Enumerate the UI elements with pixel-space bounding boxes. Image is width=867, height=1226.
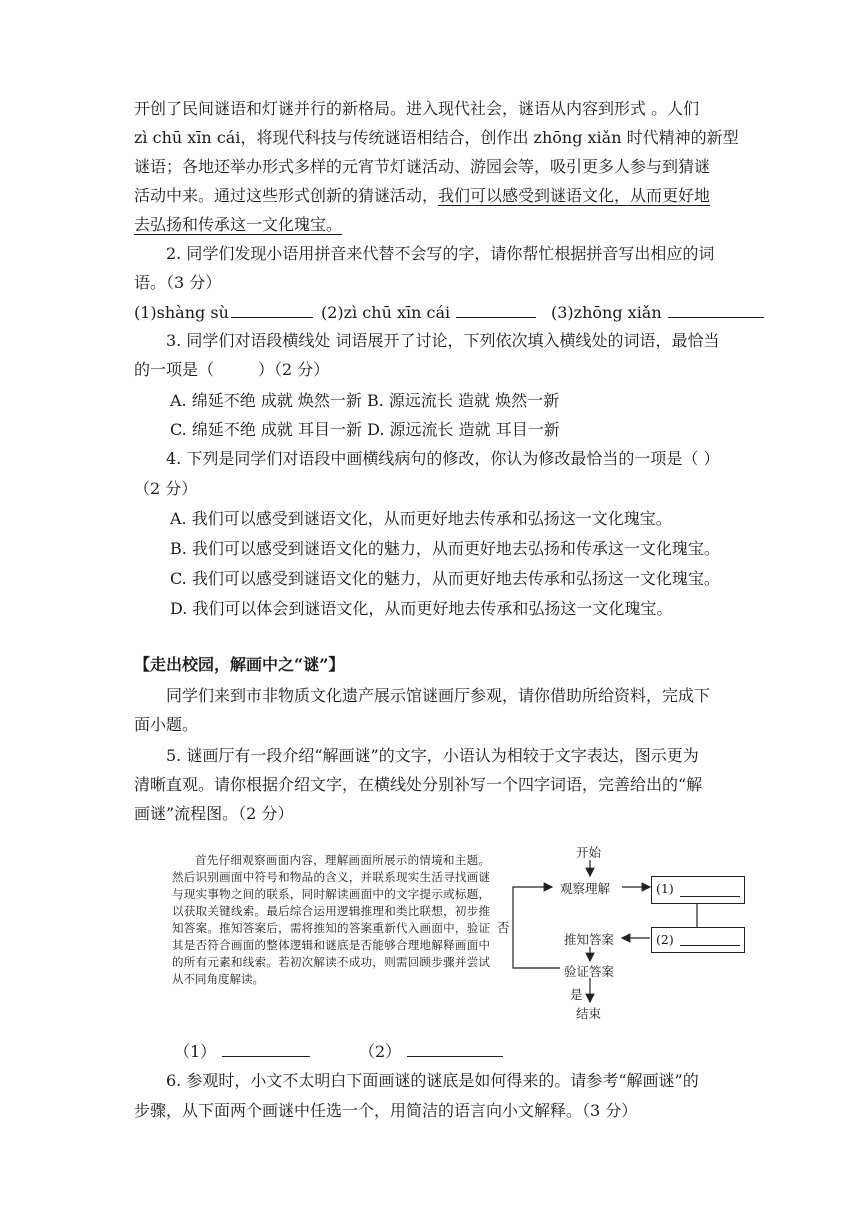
q3-option-line-1: A. 绵延不绝 成就 焕然一新 B. 源远流长 造就 焕然一新 — [170, 391, 560, 410]
underlined-sentence-part-2: 去弘扬和传承这一文化瑰宝。 — [134, 215, 343, 234]
q4-option-b: B. 我们可以感受到谜语文化的魅力，从而更好地去弘扬和传承这一文化瑰宝。 — [170, 539, 720, 558]
q3-stem-line-2-b: ）（2 分） — [258, 360, 330, 379]
q4-stem-line-1: 4. 下列是同学们对语段中画横线病句的修改，你认为修改最恰当的一项是（ ） — [166, 449, 720, 468]
intro-text: 首先仔细观察画面内容，理解画面所展示的情境和主题。然后识别画面中符号和物品的含义，并联系现实生活寻找画谜与现实事物之间的联系，同时解读画面中的文字提示或标题，以获取关键线索。最后综合运用逻辑推理和类比联想，初步推知答案。推知答案后，需将推知的答案重新代入画面中，验证其是否符合画面的整体逻辑和谜底是否能够合理地解释画面中的所有元素和线索。若初次解读不成功，则需回顾步骤并尝试从不同角度解读。 — [172, 853, 490, 986]
answer-line — [680, 896, 740, 897]
q2-stem-line-1: 2. 同学们发现小语用拼音来代替不会写的字，请你帮忙根据拼音写出相应的词 — [166, 244, 715, 263]
q4-option-c: C. 我们可以感受到谜语文化的魅力，从而更好地去传承和弘扬这一文化瑰宝。 — [170, 569, 720, 588]
flow-box-2-label: (2) — [656, 932, 674, 947]
passage-line-4-plain: 活动中来。通过这些形式创新的猜谜活动， — [134, 186, 439, 205]
passage-line-3: 谜语；各地还举办形式多样的元宵节灯谜活动、游园会等，吸引更多人参与到猜谜 — [134, 157, 711, 176]
section-intro-line-1: 同学们来到市非物质文化遗产展示馆谜画厅参观，请你借助所给资料，完成下 — [166, 686, 711, 705]
q2-blank-3-label: (3)zhōng xiǎn — [551, 303, 662, 322]
q5-answer-1-label: （1） — [174, 1042, 217, 1061]
answer-line — [222, 1038, 310, 1057]
q3-option-line-2: C. 绵延不绝 成就 耳目一新 D. 源远流长 造就 耳目一新 — [170, 420, 560, 439]
flow-verify: 验证答案 — [564, 964, 615, 979]
q4-option-a: A. 我们可以感受到谜语文化，从而更好地去传承和弘扬这一文化瑰宝。 — [170, 509, 672, 528]
q4-stem-line-2: （2 分） — [134, 479, 198, 498]
q5-stem-line-1: 5. 谜画厅有一段介绍“解画谜”的文字，小语认为相较于文字表达，图示更为 — [166, 746, 699, 765]
answer-line — [407, 1038, 503, 1057]
flow-infer: 推知答案 — [564, 932, 615, 947]
flow-observe: 观察理解 — [560, 881, 611, 896]
q3-stem-line-1: 3. 同学们对语段横线处 词语展开了讨论，下列依次填入横线处的词语，最恰当 — [166, 331, 720, 350]
q5-answer-2-label: （2） — [359, 1042, 402, 1061]
q6-stem-line-1: 6. 参观时，小文不太明白下面画谜的谜底是如何得来的。请参考“解画谜”的 — [166, 1071, 699, 1090]
q6-stem-line-2: 步骤，从下面两个画谜中任选一个，用简洁的语言向小文解释。（3 分） — [134, 1101, 638, 1120]
flow-start: 开始 — [576, 845, 602, 860]
q5-stem-line-2: 清晰直观。请你根据介绍文字，在横线处分别补写一个四字词语，完善给出的“解 — [134, 775, 703, 794]
q4-option-d: D. 我们可以体会到谜语文化，从而更好地去传承和弘扬这一文化瑰宝。 — [170, 599, 673, 618]
flow-yes-label: 是 — [570, 987, 583, 1002]
flow-box-1-label: (1) — [656, 881, 674, 896]
q3-stem-line-2-a: 的一项是（ — [134, 360, 215, 379]
q5-answer-1 — [174, 1038, 310, 1065]
flow-box-1 — [651, 876, 745, 904]
flow-box-2 — [651, 927, 745, 953]
q2-blank-2-label: (2)zì chū xīn cái — [321, 303, 451, 322]
q5-answer-2 — [359, 1038, 503, 1065]
q2-stem-line-2: 语。（3 分） — [134, 273, 222, 292]
q5-stem-line-3: 画谜”流程图。（2 分） — [134, 804, 294, 823]
passage-line-2: zì chū xīn cái，将现代科技与传统谜语相结合，创作出 zhōng xiǎn 时代精神的新型 — [134, 128, 739, 147]
q2-blank-1-label: (1)shàng sù — [134, 303, 229, 322]
flow-end: 结束 — [576, 1006, 602, 1021]
passage-line-1: 开创了民间谜语和灯谜并行的新格局。进入现代社会，谜语从内容到形式 。人们 — [134, 99, 700, 118]
answer-line — [680, 945, 740, 946]
section-intro-line-2: 面小题。 — [134, 715, 199, 734]
flow-no-label: 否 — [497, 920, 510, 935]
underlined-sentence-part-1: 我们可以感受到谜语文化，从而更好地 — [438, 186, 711, 205]
section-heading: 【走出校园，解画中之“谜”】 — [134, 655, 345, 674]
